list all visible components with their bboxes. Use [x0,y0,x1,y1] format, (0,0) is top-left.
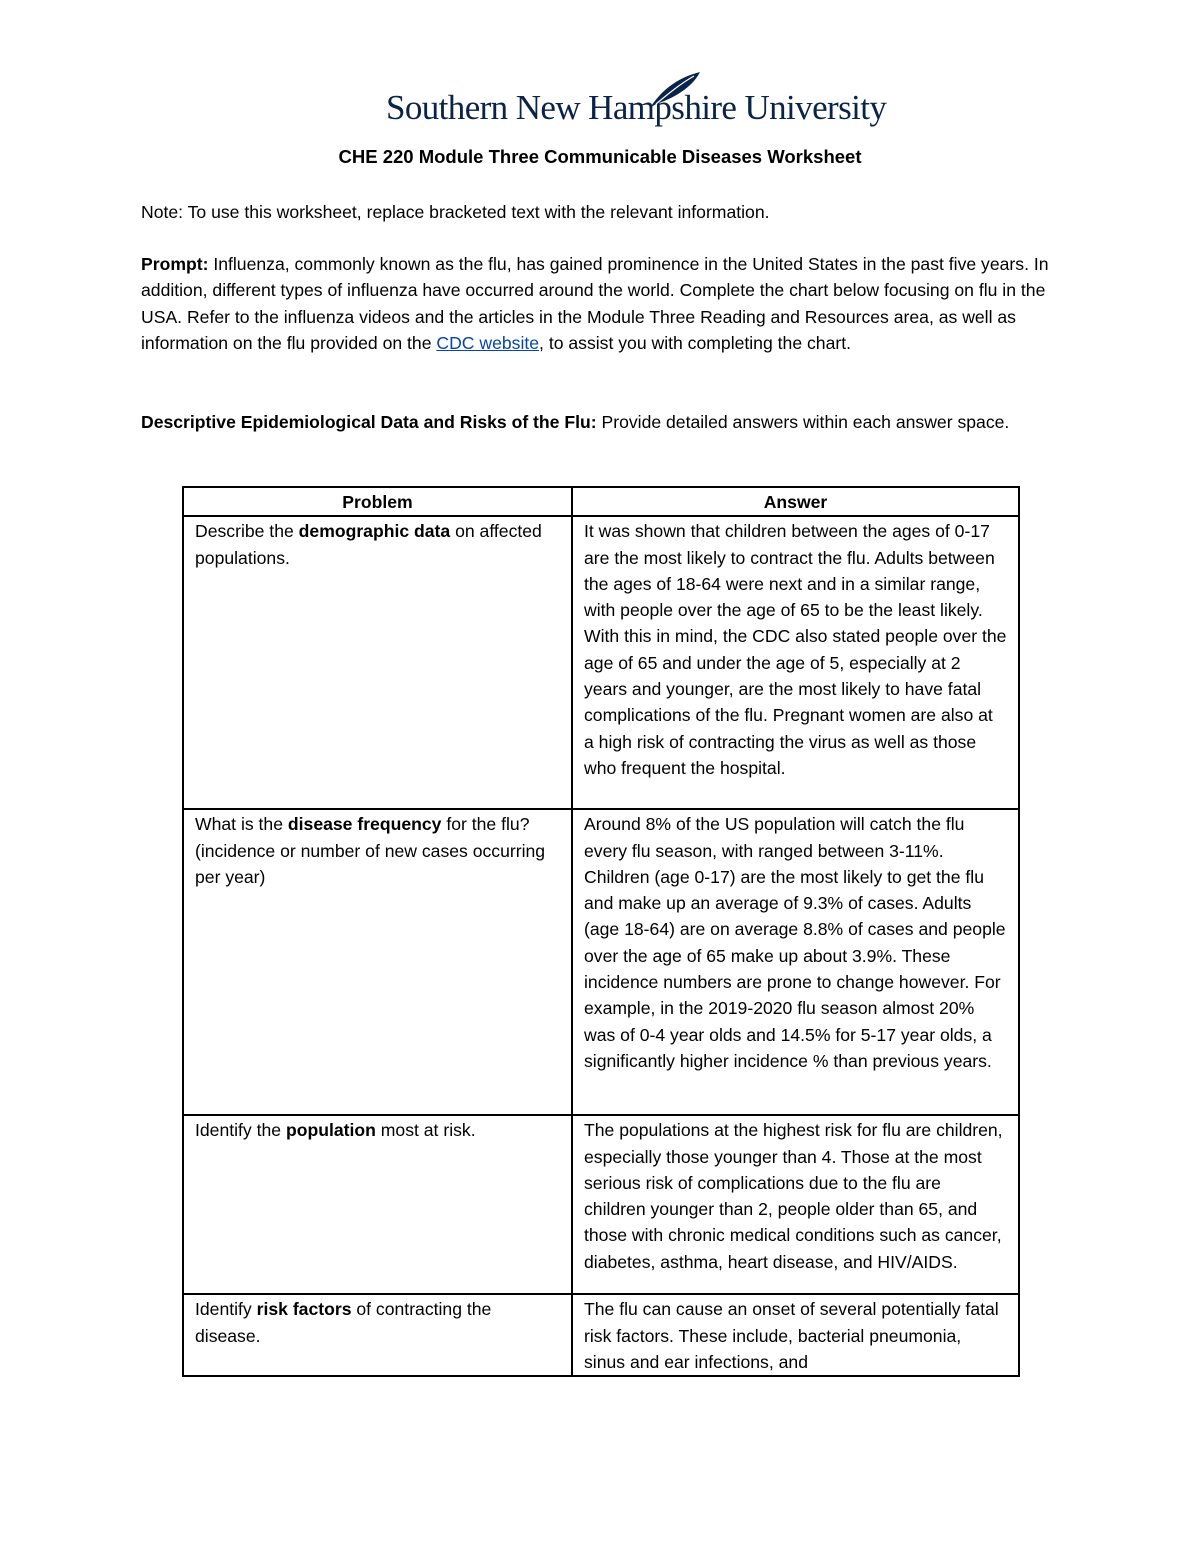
problem-text: most at risk. [375,1120,476,1141]
problem-cell [183,1294,572,1376]
problem-text: Describe the [195,521,299,542]
answer-cell[interactable]: The flu can cause an onset of several potentially fatal risk factors. These include, bacterial pneumonia, sinus and ear infections, and [572,1294,1019,1376]
problem-text: Identify [195,1299,257,1320]
page-title: CHE 220 Module Three Communicable Diseases Worksheet [338,146,862,167]
problem-cell [183,516,572,809]
prompt-paragraph [141,251,1071,357]
table-row [183,809,1019,1115]
descriptive-text: Provide detailed answers within each answer space. [596,412,1010,432]
prompt-text-end: , to assist you with completing the chart. [539,333,851,354]
descriptive-paragraph [141,409,1071,435]
problem-cell [183,809,572,1115]
problem-text: What is the [195,814,288,835]
problem-keyword: disease frequency [287,814,442,835]
leaf-icon [642,70,702,110]
problem-text: on affected populations. [195,521,542,568]
answer-cell[interactable]: The populations at the highest risk for flu are children, especially those younger than 4. Those at the most serious risk of complications due to the flu are children younger than 2, people older than 65, and those with chronic medical conditions such as cancer, diabetes, asthma, heart disease, and HIV/AIDS. [572,1115,1019,1294]
note-text: To use this worksheet, replace bracketed text with the relevant information. [183,202,770,222]
epidemiology-table [182,486,1020,1377]
university-logo [386,70,887,140]
note-label: Note: [141,202,184,222]
note-paragraph [141,199,1071,225]
problem-cell [183,1115,572,1294]
problem-text: Identify the [195,1120,286,1141]
problem-text: of contracting the disease. [195,1299,492,1346]
table-row [183,516,1019,809]
problem-keyword: demographic data [298,521,451,542]
table-row [183,1294,1019,1376]
problem-keyword: risk factors [256,1299,352,1320]
problem-keyword: population [285,1120,376,1141]
answer-cell[interactable]: It was shown that children between the ages of 0-17 are the most likely to contract the flu. Adults between the ages of 18-64 were next and in a similar range, with people over the age of 65 to be the least likely. With this in mind, the CDC also stated people over the age of 65 and under the age of 5, especially at 2 years and younger, are the most likely to have fatal complications of the flu. Pregnant women are also at a high risk of contracting the virus as well as those who frequent the hospital. [572,516,1019,809]
problem-text: for the flu? (incidence or number of new cases occurring per year) [195,814,546,887]
descriptive-label: Descriptive Epidemiological Data and Risks of the Flu: [141,412,597,432]
prompt-label: Prompt: [141,254,209,274]
cdc-website-link[interactable]: CDC website [436,333,540,354]
answer-cell[interactable]: Around 8% of the US population will catch the flu every flu season, with ranged between 3-11%. Children (age 0-17) are the most likely to get the flu and make up an average of 9.3% of cases. Adults (age 18-64) are on average 8.8% of cases and people over the age of 65 make up about 3.9%. These incidence numbers are prone to change however. For example, in the 2019-2020 flu season almost 20% was of 0-4 year olds and 14.5% for 5-17 year olds, a significantly higher incidence % than previous years. [572,809,1019,1115]
header-problem: Problem [183,487,572,516]
header-answer: Answer [572,487,1019,516]
logo-wordmark: Southern New Hampshire University [386,88,887,127]
table-row [183,1115,1019,1294]
table-header-row [183,487,1019,516]
prompt-text: Influenza, commonly known as the flu, has gained prominence in the United States in the past five years. In addition, different types of influenza have occurred around the world. Complete the chart below focusing on flu in the USA. Refer to the influenza videos and the articles in the Module Three Reading and Resources area, as well as information on the flu provided on the [141,254,1049,354]
